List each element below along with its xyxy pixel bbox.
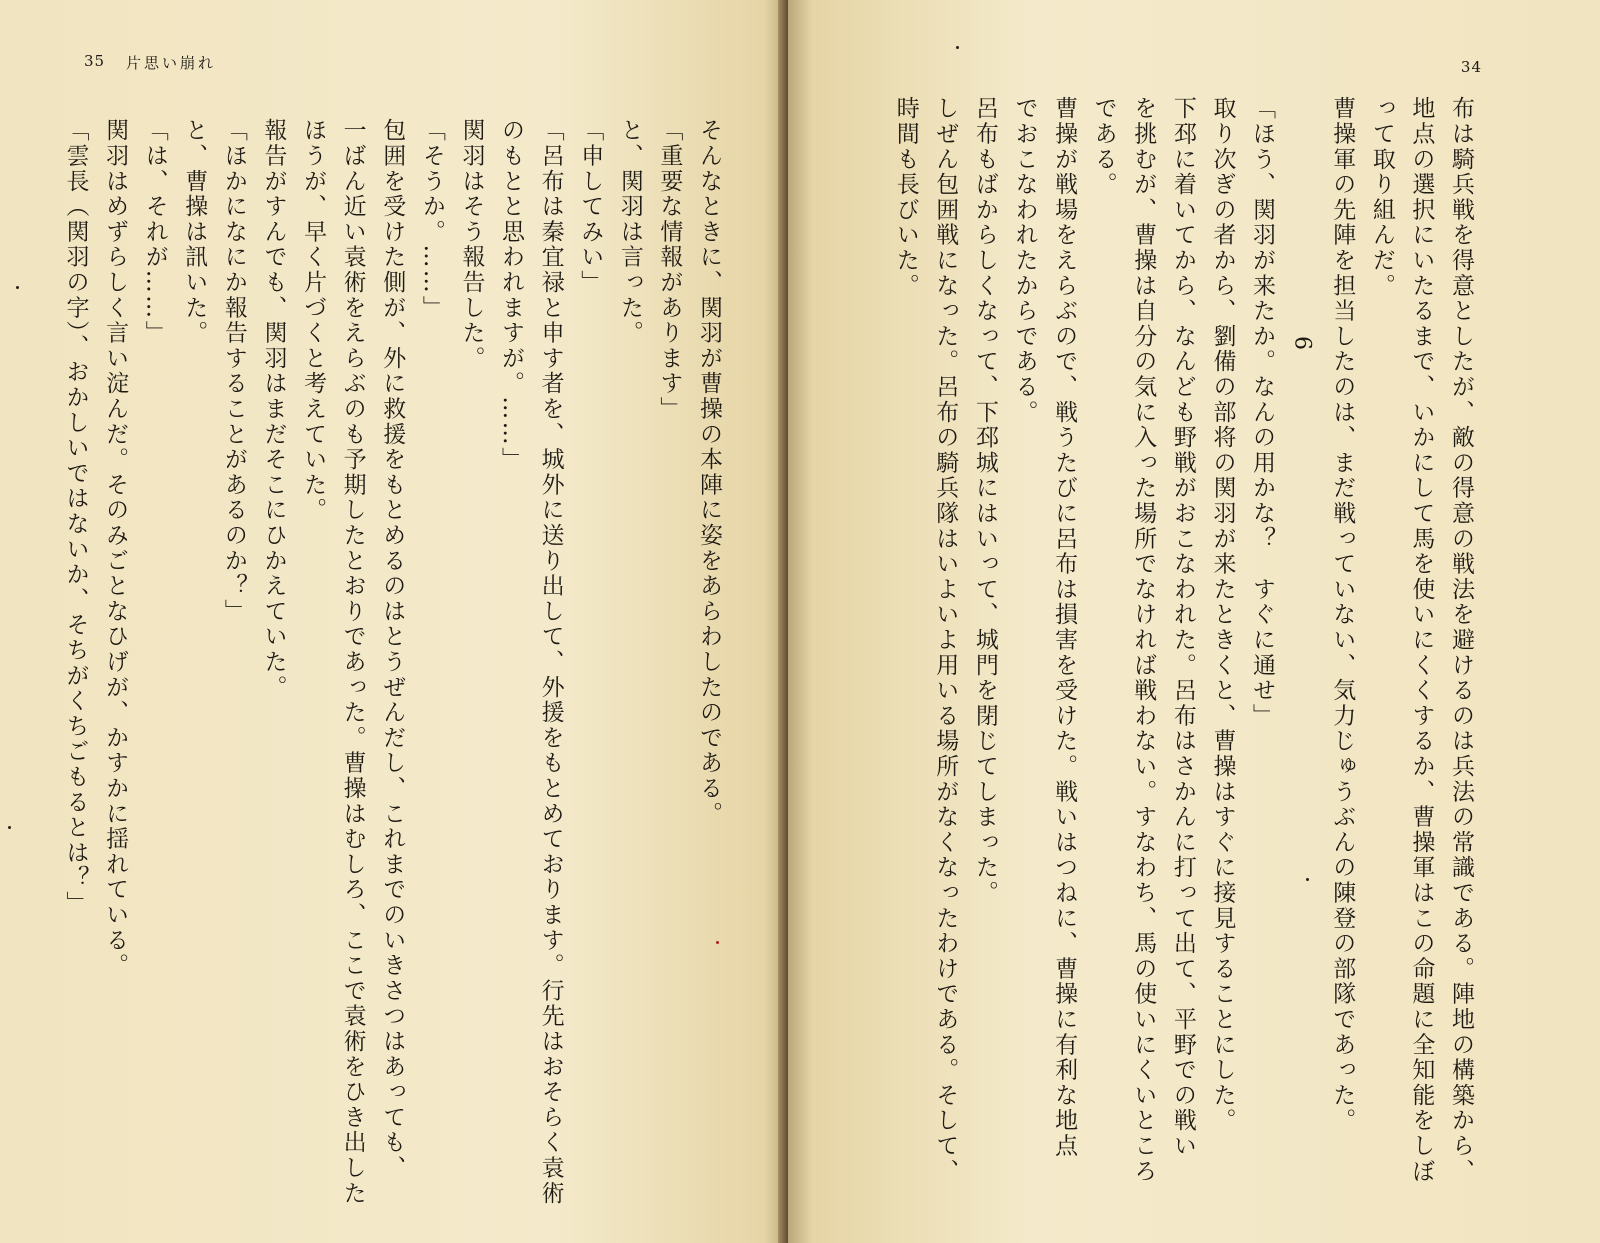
text-line: 一ばん近い袁術をえらぶのも予期したとおりであった。曹操はむしろ、ここで袁術をひき出した [339,118,366,1206]
paper-speck [8,826,11,829]
text-line: 時間も長びいた。 [892,96,919,299]
text-line: と、関羽は言った。 [616,118,643,346]
text-line: 関羽はそう報告した。 [458,118,485,371]
body-text [885,96,1480,1184]
text-line: 呂布もばからしくなって、下邳城にはいって、城門を閉じてしまった。 [971,96,998,906]
text-line: 「申してみい」 [577,118,604,296]
text-line: 地点の選択にいたるまで、いかにして馬を使いにくくするか、曹操軍はこの命題に全知能をしぼ [1408,96,1435,1184]
running-title: 片思い崩れ [126,54,217,72]
text-line: 「ほう、関羽が来たか。なんの用かな？ すぐに通せ」 [1249,96,1276,729]
text-line: である。 [1090,96,1117,198]
text-line: と、曹操は訊いた。 [181,118,208,346]
text-line: そんなときに、関羽が曹操の本陣に姿をあらわしたのである。 [696,118,722,827]
text-line: 包囲を受けた側が、外に救援をもとめるのはとうぜんだし、これまでのいきさつはあっても、 [379,118,406,1181]
text-line: でおこなわれたからである。 [1011,96,1038,425]
text-line: 「は、それが……」 [141,118,168,346]
paper-speck [956,46,959,49]
section-number: 6 [1289,336,1315,353]
text-line: 曹操軍の先陣を担当したのは、まだ戦っていない、気力じゅうぶんの陳登の部隊であった。 [1329,96,1356,1134]
text-line: のもとと思われますが。……」 [498,118,525,473]
text-line: 「重要な情報があります」 [656,118,683,422]
text-line: 「呂布は秦宜禄と申す者を、城外に送り出して、外援をもとめております。行先はおそらく袁術 [537,118,564,1206]
body-text [55,118,728,1206]
text-line: 「ほかになにか報告することがあるのか？」 [220,118,247,624]
text-line: 「そうか。……」 [418,118,445,321]
text-line: って取り組んだ。 [1368,96,1395,299]
red-ink-speck [716,941,719,944]
left-page [0,0,788,1243]
text-line: しぜん包囲戦になった。呂布の騎兵隊はいよいよ用いる場所がなくなったわけである。そして、 [932,96,959,1184]
text-line: 布は騎兵戦を得意としたが、敵の得意の戦法を避けるのは兵法の常識である。陣地の構築から、 [1448,96,1474,1184]
page-number: 34 [1460,58,1482,76]
text-line: 下邳に着いてから、なんども野戦がおこなわれた。呂布はさかんに打って出て、平野での戦い [1169,96,1196,1159]
text-line: 取り次ぎの者から、劉備の部将の関羽が来たときくと、曹操はすぐに接見することにした。 [1209,96,1236,1134]
paper-speck [16,286,19,289]
text-line: 「雲長（関羽の字）、おかしいではないか、そちがくちごもるとは？」 [62,118,89,917]
text-line: ほうが、早く片づくと考えていた。 [300,118,327,523]
right-page [788,0,1600,1243]
text-line: 報告がすんでも、関羽はまだそこにひかえていた。 [260,118,287,700]
paper-speck [1306,878,1309,881]
text-line: 関羽はめずらしく言い淀んだ。そのみごとなひげが、かすかに揺れている。 [102,118,129,979]
page-number: 35 [84,52,106,70]
text-line: を挑むが、曹操は自分の気に入った場所でなければ戦わない。すなわち、馬の使いにくいところ [1130,96,1157,1184]
text-line: 曹操が戦場をえらぶので、戦うたびに呂布は損害を受けた。戦いはつねに、曹操に有利な地点 [1051,96,1078,1159]
